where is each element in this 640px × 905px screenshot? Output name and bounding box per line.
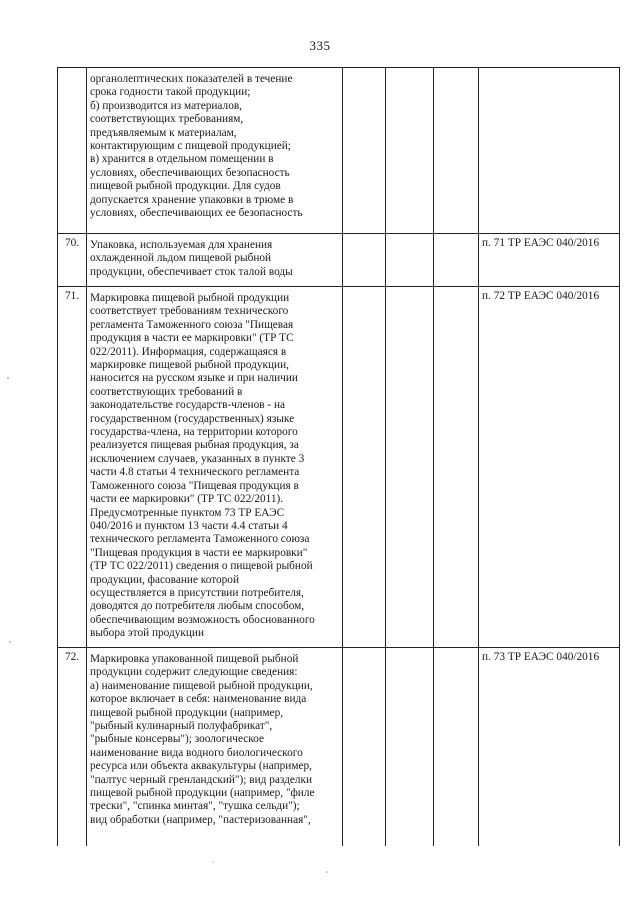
- reference-cell: п. 73 ТР ЕАЭС 040/2016: [479, 648, 620, 847]
- reference-cell: п. 71 ТР ЕАЭС 040/2016: [479, 234, 620, 287]
- empty-cell: [343, 234, 386, 287]
- empty-cell: [386, 68, 434, 234]
- empty-cell: [386, 648, 434, 847]
- requirement-text: органолептических показателей в течение срока годности такой продукции; б) производится из материалов, соответствующих требованиям, предъявляемым к материалам, контактирующим с пищевой продукцией; в) хранится в отдельном помещении в условиях, обеспечивающих безопасность пищевой рыбной продукции. Для судов допускается хранение упаковки в трюме в условиях, обеспечивающих ее безопасность: [87, 68, 343, 234]
- empty-cell: [343, 68, 386, 234]
- empty-cell: [434, 234, 479, 287]
- requirement-text: Маркировка пищевой рыбной продукции соответствует требованиям технического регламента Таможенного союза "Пищевая продукция в части ее маркировки" (ТР ТС 022/2011). Информация, содержащаяся в маркировке пищевой рыбной продукции, наносится на русском языке и при наличии соответствующих требований в законодательстве государств-членов - на государственном (государственных) языке государства-члена, на территории которого реализуется пищевая рыбная продукция, за исключением случаев, указанных в пункте 3 части 4.8 статьи 4 технического регламента Таможенного союза "Пищевая продукция в части ее маркировки" (ТР ТС 022/2011). Предусмотренные пунктом 73 ТР ЕАЭС 040/2016 и пунктом 13 части 4.4 статьи 4 технического регламента Таможенного союза "Пищевая продукция в части ее маркировки" (ТР ТС 022/2011) сведения о пищевой рыбной продукции, фасование которой осуществляется в присутствии потребителя, доводятся до потребителя любым способом, обеспечивающим возможность обоснованного выбора этой продукции: [87, 287, 343, 648]
- empty-cell: [434, 648, 479, 847]
- row-number: 72.: [58, 648, 87, 847]
- table-row: [58, 287, 620, 648]
- requirements-table: [57, 67, 620, 846]
- empty-cell: [386, 287, 434, 648]
- empty-cell: [343, 648, 386, 847]
- empty-cell: [434, 68, 479, 234]
- reference-cell: п. 72 ТР ЕАЭС 040/2016: [479, 287, 620, 648]
- empty-cell: [434, 287, 479, 648]
- empty-cell: [386, 234, 434, 287]
- reference-cell: [479, 68, 620, 234]
- row-number: [58, 68, 87, 234]
- page-number: 335: [309, 38, 331, 53]
- row-number: 70.: [58, 234, 87, 287]
- row-number: 71.: [58, 287, 87, 648]
- requirement-text: Упаковка, используемая для хранения охлажденной льдом пищевой рыбной продукции, обеспечивает сток талой воды: [87, 234, 343, 287]
- table-row: [58, 68, 620, 234]
- empty-cell: [343, 287, 386, 648]
- table-row: [58, 648, 620, 847]
- table-row: [58, 234, 620, 287]
- requirement-text: Маркировка упакованной пищевой рыбной продукции содержит следующие сведения: а) наименование пищевой рыбной продукции, которое включает в себя: наименование вида пищевой рыбной продукции (например, "рыбный кулинарный полуфабрикат", "рыбные консервы"); зоологическое наименование вида водного биологического ресурса или объекта аквакультуры (например, "палтус черный гренландский"); вид разделки пищевой рыбной продукции (например, "филе трески", "спинка минтая", "тушка сельди"); вид обработки (например, "пастеризованная",: [87, 648, 343, 847]
